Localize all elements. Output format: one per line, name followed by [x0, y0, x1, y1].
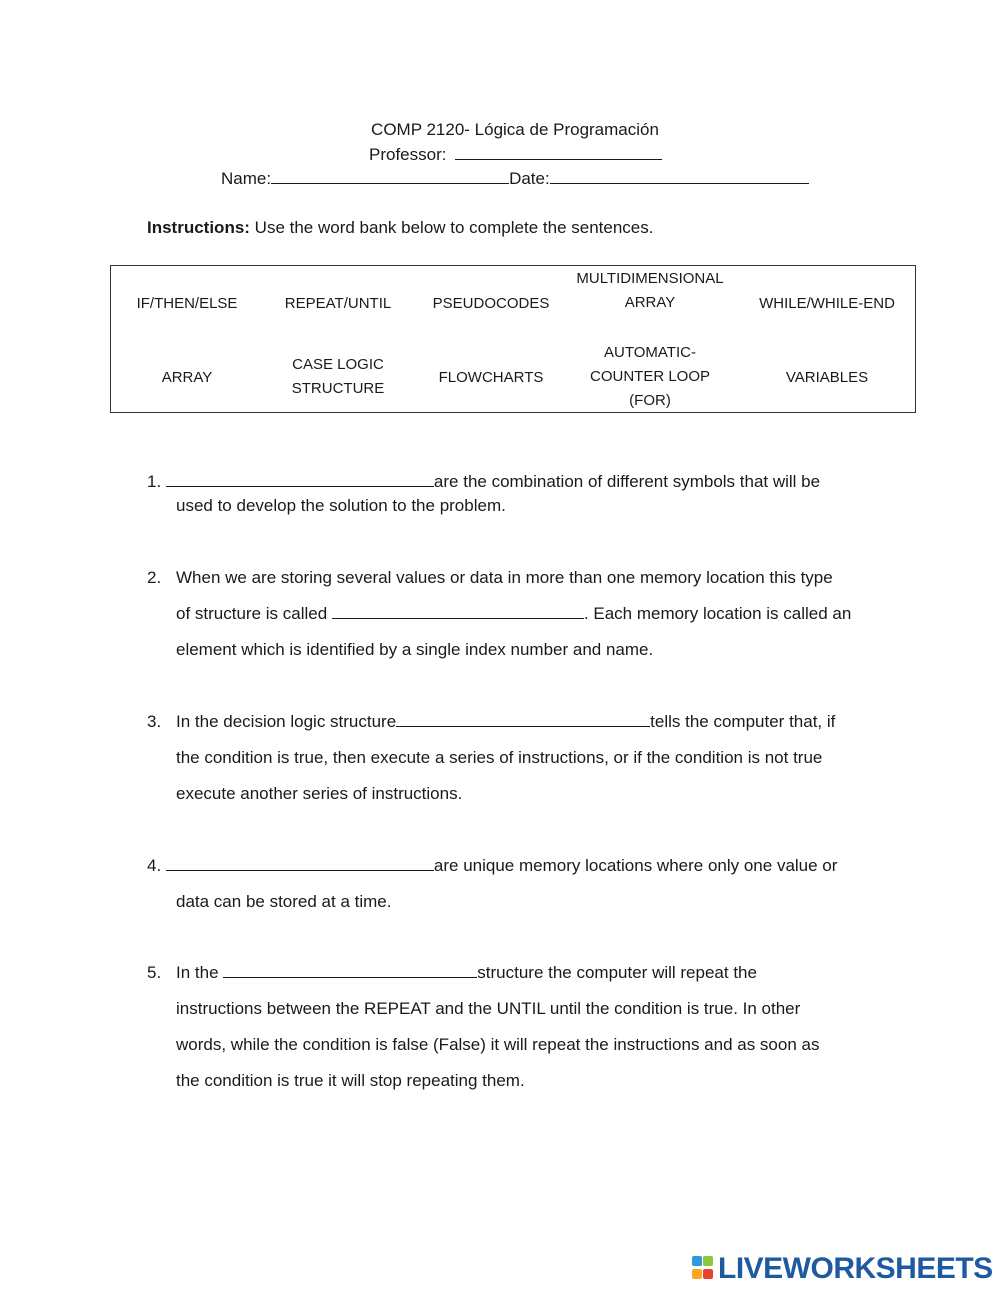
name-label: Name: [221, 169, 272, 188]
professor-label: Professor: [369, 145, 447, 164]
question-3-line2: the condition is true, then execute a series of instructions, or if the condition is not true [176, 748, 823, 767]
question-number: 3. [147, 712, 162, 731]
answer-blank-4[interactable] [166, 856, 434, 871]
question-number: 2. [147, 568, 162, 587]
name-blank[interactable] [271, 169, 509, 184]
word-bank-cell: PSEUDOCODES [432, 295, 550, 312]
question-5-line3: words, while the condition is false (False) it will repeat the instructions and as soon as [176, 1035, 820, 1054]
name-date-row [221, 169, 809, 189]
answer-blank-1[interactable] [166, 472, 434, 487]
question-number: 4. [147, 856, 162, 875]
question-5-line1 [176, 963, 757, 983]
question-text: of structure is called [176, 604, 332, 623]
instructions-text: Use the word bank below to complete the sentences. [249, 218, 654, 237]
course-title: COMP 2120- Lógica de Programación [371, 120, 659, 139]
question-3-line3: execute another series of instructions. [176, 784, 463, 803]
word-bank-cell: WHILE/WHILE-END [759, 295, 895, 312]
question-2-line1: When we are storing several values or data in more than one memory location this type [176, 568, 833, 587]
professor-blank[interactable] [455, 145, 662, 160]
question-text: structure the computer will repeat the [477, 963, 757, 982]
word-bank-cell: ARRAY [161, 369, 213, 386]
answer-blank-3[interactable] [396, 712, 650, 727]
date-blank[interactable] [550, 169, 809, 184]
question-3-line1 [176, 712, 835, 732]
question-4-line2: data can be stored at a time. [176, 892, 392, 911]
question-text: are the combination of different symbols that will be [433, 472, 821, 491]
word-bank-cell: CASE LOGIC STRUCTURE [291, 356, 385, 397]
question-text: . Each memory location is called an [583, 604, 852, 623]
word-bank-cell: IF/THEN/ELSE [136, 295, 238, 312]
question-5-line2: instructions between the REPEAT and the UNTIL until the condition is true. In other [176, 999, 801, 1018]
word-bank-cell: FLOWCHARTS [438, 369, 544, 386]
word-bank-cell: REPEAT/UNTIL [284, 295, 392, 312]
question-4-line1 [147, 856, 837, 876]
question-5-line4: the condition is true it will stop repeating them. [176, 1071, 525, 1090]
question-text: tells the computer that, if [650, 712, 836, 731]
question-text: In the [176, 963, 224, 982]
word-bank-cell: AUTOMATIC- COUNTER LOOP (FOR) [589, 344, 711, 409]
question-number: 1. [147, 472, 162, 491]
liveworksheets-logo [692, 1252, 993, 1286]
professor-row [369, 145, 662, 165]
answer-blank-2[interactable] [332, 604, 584, 619]
word-bank-cell: VARIABLES [785, 369, 869, 386]
date-label: Date: [509, 169, 550, 188]
question-number: 5. [147, 963, 162, 982]
logo-text: LIVEWORKSHEETS [718, 1252, 993, 1285]
question-1-line1 [147, 472, 820, 492]
question-1-line2: used to develop the solution to the problem. [176, 496, 506, 515]
question-2-line3: element which is identified by a single index number and name. [176, 640, 654, 659]
question-text: In the decision logic structure [176, 712, 397, 731]
instructions [147, 218, 653, 238]
instructions-label: Instructions: [147, 218, 250, 237]
answer-blank-5[interactable] [223, 963, 477, 978]
question-text: are unique memory locations where only one value or [433, 856, 838, 875]
logo-icon [692, 1256, 714, 1282]
word-bank-cell: MULTIDIMENSIONAL ARRAY [576, 270, 724, 311]
word-bank-table [110, 265, 916, 413]
question-2-line2 [176, 604, 851, 624]
